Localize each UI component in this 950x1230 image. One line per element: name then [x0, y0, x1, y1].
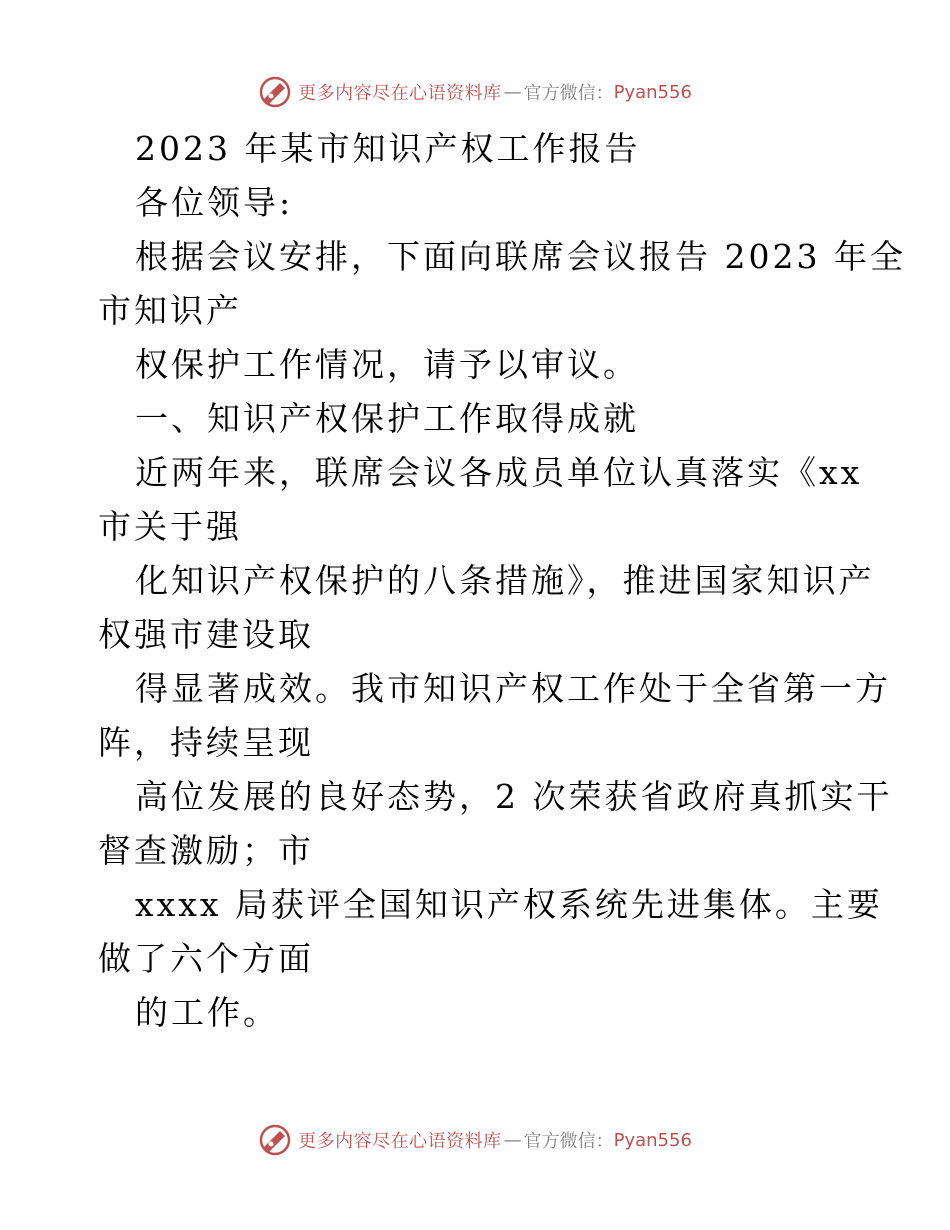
watermark-dash: — [503, 81, 522, 103]
footer-watermark [0, 1120, 950, 1160]
pen-nib-logo-icon [258, 75, 292, 109]
document-body [98, 122, 906, 1040]
paragraph-line: xxxx 局获评全国知识产权系统先进集体。主要 [135, 885, 883, 924]
paragraph-line: 的工作。 [135, 993, 279, 1032]
watermark-text: 更多内容尽在心语资料库 [298, 1131, 502, 1152]
document-title: 2023 年某市知识产权工作报告 [135, 129, 641, 168]
paragraph-line: 做了六个方面 [98, 939, 314, 978]
watermark-dash: — [503, 1129, 522, 1151]
pen-nib-logo-icon [258, 1123, 292, 1157]
paragraph-line: 近两年来，联席会议各成员单位认真落实《xx [135, 453, 863, 492]
paragraph-line: 化知识产权保护的八条措施》，推进国家知识产 [135, 561, 875, 600]
paragraph-line: 督查激励；市 [98, 831, 314, 870]
section-heading: 一、知识产权保护工作取得成就 [135, 399, 639, 438]
paragraph-line: 权强市建设取 [98, 615, 314, 654]
paragraph-line: 根据会议安排，下面向联席会议报告 2023 年全 [135, 237, 906, 276]
watermark-wechat-id: Pyan556 [613, 81, 692, 103]
paragraph-line: 得显著成效。我市知识产权工作处于全省第一方 [135, 669, 891, 708]
watermark-wechat-id: Pyan556 [613, 1129, 692, 1151]
paragraph-line: 市知识产 [98, 291, 242, 330]
paragraph-line: 市关于强 [98, 507, 242, 546]
paragraph-line: 高位发展的良好态势，2 次荣获省政府真抓实干 [135, 777, 893, 816]
paragraph-line: 阵，持续呈现 [98, 723, 314, 762]
watermark-wechat-label: 官方微信： [523, 1131, 614, 1152]
salutation: 各位领导: [135, 183, 294, 222]
watermark-wechat-label: 官方微信： [523, 83, 614, 104]
paragraph-line: 权保护工作情况，请予以审议。 [135, 345, 639, 384]
header-watermark [0, 72, 950, 112]
watermark-text: 更多内容尽在心语资料库 [298, 83, 502, 104]
